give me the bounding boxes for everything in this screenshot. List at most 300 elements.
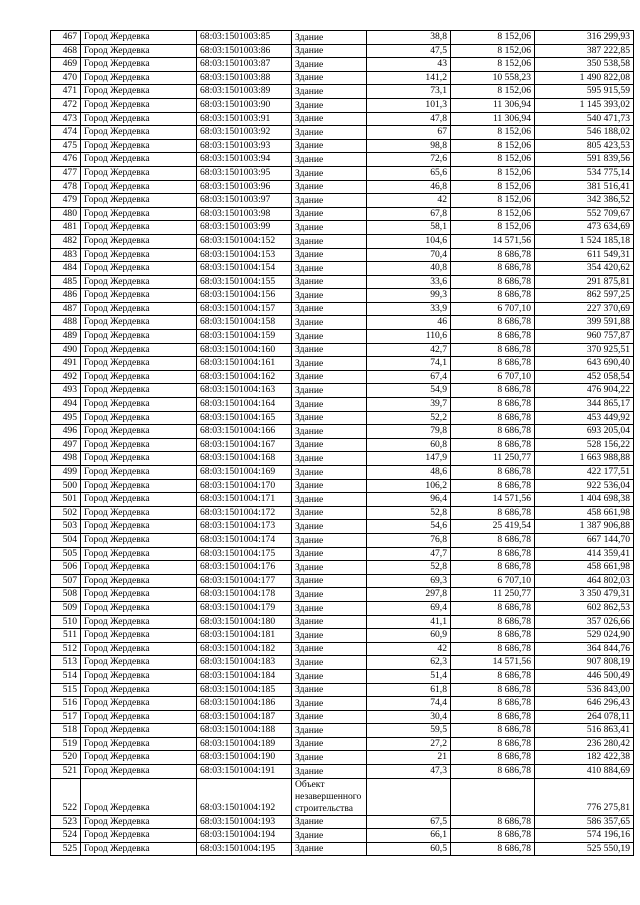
unit-value-cell: 8 152,06 [451,194,535,208]
row-number-cell: 513 [51,656,81,670]
row-number-cell: 476 [51,153,81,167]
table-row [51,710,634,724]
locality-cell: Город Жердевка [81,194,197,208]
unit-value-cell: 6 707,10 [451,370,535,384]
area-cell: 67 [367,126,451,140]
cadastral-number-cell: 68:03:1501003:92 [197,126,292,140]
cadastral-value-cell: 805 423,53 [535,139,634,153]
object-type-cell: Здание [292,343,367,357]
table-row [51,588,634,602]
unit-value-cell: 8 152,06 [451,139,535,153]
area-cell: 40,8 [367,262,451,276]
area-cell: 39,7 [367,398,451,412]
locality-cell: Город Жердевка [81,316,197,330]
unit-value-cell: 8 152,06 [451,166,535,180]
table-row [51,506,634,520]
object-type-cell: Здание [292,71,367,85]
locality-cell: Город Жердевка [81,85,197,99]
area-cell: 67,8 [367,207,451,221]
table-row [51,126,634,140]
locality-cell: Город Жердевка [81,425,197,439]
table-row [51,316,634,330]
object-type-cell: Здание [292,751,367,765]
object-type-cell: Здание [292,58,367,72]
row-number-cell: 511 [51,629,81,643]
row-number-cell: 493 [51,384,81,398]
cadastral-number-cell: 68:03:1501004:191 [197,765,292,779]
table-row [51,479,634,493]
unit-value-cell: 10 558,23 [451,71,535,85]
locality-cell: Город Жердевка [81,669,197,683]
unit-value-cell: 8 686,78 [451,357,535,371]
unit-value-cell: 8 686,78 [451,248,535,262]
locality-cell: Город Жердевка [81,697,197,711]
object-type-cell: Здание [292,710,367,724]
unit-value-cell: 8 686,78 [451,547,535,561]
table-row [51,452,634,466]
cadastral-number-cell: 68:03:1501004:160 [197,343,292,357]
locality-cell: Город Жердевка [81,112,197,126]
object-type-cell: Здание [292,629,367,643]
table-row [51,343,634,357]
row-number-cell: 467 [51,31,81,45]
table-row [51,683,634,697]
cadastral-number-cell: 68:03:1501004:185 [197,683,292,697]
area-cell: 98,8 [367,139,451,153]
unit-value-cell: 8 686,78 [451,262,535,276]
object-type-cell: Здание [292,316,367,330]
row-number-cell: 497 [51,438,81,452]
area-cell [367,778,451,815]
cadastral-value-cell: 667 144,70 [535,533,634,547]
cadastral-value-cell: 350 538,58 [535,58,634,72]
object-type-cell: Здание [292,724,367,738]
row-number-cell: 478 [51,180,81,194]
locality-cell: Город Жердевка [81,275,197,289]
locality-cell: Город Жердевка [81,343,197,357]
cadastral-number-cell: 68:03:1501003:86 [197,44,292,58]
object-type-cell: Здание [292,44,367,58]
row-number-cell: 517 [51,710,81,724]
row-number-cell: 477 [51,166,81,180]
table-row [51,112,634,126]
cadastral-value-cell: 516 863,41 [535,724,634,738]
cadastral-value-cell: 646 296,43 [535,697,634,711]
unit-value-cell: 8 686,78 [451,710,535,724]
cadastral-value-cell: 410 884,69 [535,765,634,779]
locality-cell: Город Жердевка [81,44,197,58]
cadastral-value-cell: 591 839,56 [535,153,634,167]
object-type-cell: Здание [292,533,367,547]
table-row [51,493,634,507]
cadastral-number-cell: 68:03:1501004:161 [197,357,292,371]
cadastral-number-cell: 68:03:1501004:173 [197,520,292,534]
unit-value-cell: 8 686,78 [451,629,535,643]
unit-value-cell [451,778,535,815]
row-number-cell: 500 [51,479,81,493]
area-cell: 48,6 [367,466,451,480]
row-number-cell: 468 [51,44,81,58]
object-type-cell: Здание [292,479,367,493]
cadastral-value-cell: 464 802,03 [535,574,634,588]
cadastral-value-cell: 316 299,93 [535,31,634,45]
table-row [51,425,634,439]
area-cell: 38,8 [367,31,451,45]
locality-cell: Город Жердевка [81,642,197,656]
locality-cell: Город Жердевка [81,370,197,384]
unit-value-cell: 8 686,78 [451,669,535,683]
unit-value-cell: 8 152,06 [451,153,535,167]
table-row [51,398,634,412]
object-type-cell: Здание [292,425,367,439]
row-number-cell: 507 [51,574,81,588]
row-number-cell: 498 [51,452,81,466]
row-number-cell: 525 [51,842,81,856]
cadastral-number-cell: 68:03:1501004:171 [197,493,292,507]
object-type-cell: Здание [292,330,367,344]
table-row [51,166,634,180]
area-cell: 69,4 [367,601,451,615]
area-cell: 73,1 [367,85,451,99]
area-cell: 54,9 [367,384,451,398]
cadastral-value-cell: 342 386,52 [535,194,634,208]
cadastral-number-cell: 68:03:1501004:158 [197,316,292,330]
object-type-cell: Здание [292,737,367,751]
table-row [51,438,634,452]
cadastral-value-cell: 552 709,67 [535,207,634,221]
locality-cell: Город Жердевка [81,180,197,194]
cadastral-value-cell: 1 663 988,88 [535,452,634,466]
area-cell: 69,3 [367,574,451,588]
row-number-cell: 480 [51,207,81,221]
property-table [50,30,634,856]
area-cell: 47,3 [367,765,451,779]
unit-value-cell: 8 686,78 [451,751,535,765]
cadastral-number-cell: 68:03:1501004:184 [197,669,292,683]
cadastral-value-cell: 473 634,69 [535,221,634,235]
unit-value-cell: 6 707,10 [451,574,535,588]
row-number-cell: 488 [51,316,81,330]
cadastral-value-cell: 476 904,22 [535,384,634,398]
table-row [51,71,634,85]
cadastral-value-cell: 574 196,16 [535,829,634,843]
cadastral-number-cell: 68:03:1501004:180 [197,615,292,629]
cadastral-value-cell: 1 404 698,38 [535,493,634,507]
table-row [51,778,634,815]
locality-cell: Город Жердевка [81,139,197,153]
cadastral-number-cell: 68:03:1501004:163 [197,384,292,398]
cadastral-value-cell: 291 875,81 [535,275,634,289]
locality-cell: Город Жердевка [81,248,197,262]
table-row [51,275,634,289]
row-number-cell: 473 [51,112,81,126]
cadastral-value-cell: 602 862,53 [535,601,634,615]
cadastral-number-cell: 68:03:1501004:182 [197,642,292,656]
unit-value-cell: 8 686,78 [451,425,535,439]
row-number-cell: 485 [51,275,81,289]
unit-value-cell: 8 686,78 [451,506,535,520]
row-number-cell: 496 [51,425,81,439]
table-row [51,751,634,765]
object-type-cell: Здание [292,384,367,398]
area-cell: 72,6 [367,153,451,167]
unit-value-cell: 8 686,78 [451,765,535,779]
row-number-cell: 470 [51,71,81,85]
locality-cell: Город Жердевка [81,533,197,547]
area-cell: 297,8 [367,588,451,602]
cadastral-number-cell: 68:03:1501004:157 [197,302,292,316]
table-row [51,194,634,208]
area-cell: 147,9 [367,452,451,466]
cadastral-number-cell: 68:03:1501004:181 [197,629,292,643]
table-row [51,724,634,738]
row-number-cell: 494 [51,398,81,412]
unit-value-cell: 8 152,06 [451,58,535,72]
cadastral-number-cell: 68:03:1501004:187 [197,710,292,724]
unit-value-cell: 8 686,78 [451,275,535,289]
object-type-cell: Здание [292,452,367,466]
locality-cell: Город Жердевка [81,778,197,815]
unit-value-cell: 8 686,78 [451,343,535,357]
locality-cell: Город Жердевка [81,520,197,534]
table-row [51,842,634,856]
table-row [51,547,634,561]
locality-cell: Город Жердевка [81,153,197,167]
row-number-cell: 484 [51,262,81,276]
cadastral-value-cell: 453 449,92 [535,411,634,425]
row-number-cell: 505 [51,547,81,561]
row-number-cell: 506 [51,561,81,575]
row-number-cell: 492 [51,370,81,384]
locality-cell: Город Жердевка [81,765,197,779]
cadastral-number-cell: 68:03:1501004:174 [197,533,292,547]
area-cell: 66,1 [367,829,451,843]
locality-cell: Город Жердевка [81,234,197,248]
table-row [51,629,634,643]
row-number-cell: 524 [51,829,81,843]
cadastral-value-cell: 227 370,69 [535,302,634,316]
unit-value-cell: 8 686,78 [451,642,535,656]
locality-cell: Город Жердевка [81,98,197,112]
row-number-cell: 515 [51,683,81,697]
cadastral-number-cell: 68:03:1501004:170 [197,479,292,493]
cadastral-value-cell: 1 387 906,88 [535,520,634,534]
object-type-cell: Здание [292,765,367,779]
unit-value-cell: 8 686,78 [451,398,535,412]
object-type-cell: Здание [292,697,367,711]
cadastral-number-cell: 68:03:1501004:178 [197,588,292,602]
object-type-cell: Здание [292,561,367,575]
row-number-cell: 491 [51,357,81,371]
row-number-cell: 486 [51,289,81,303]
locality-cell: Город Жердевка [81,815,197,829]
cadastral-number-cell: 68:03:1501003:90 [197,98,292,112]
cadastral-number-cell: 68:03:1501004:183 [197,656,292,670]
locality-cell: Город Жердевка [81,751,197,765]
object-type-cell: Здание [292,31,367,45]
area-cell: 52,8 [367,506,451,520]
cadastral-number-cell: 68:03:1501004:162 [197,370,292,384]
table-row [51,357,634,371]
table-row [51,669,634,683]
cadastral-number-cell: 68:03:1501004:164 [197,398,292,412]
cadastral-number-cell: 68:03:1501004:165 [197,411,292,425]
cadastral-number-cell: 68:03:1501003:94 [197,153,292,167]
object-type-cell: Здание [292,615,367,629]
area-cell: 99,3 [367,289,451,303]
cadastral-number-cell: 68:03:1501003:85 [197,31,292,45]
area-cell: 41,1 [367,615,451,629]
cadastral-number-cell: 68:03:1501004:159 [197,330,292,344]
row-number-cell: 471 [51,85,81,99]
area-cell: 76,8 [367,533,451,547]
unit-value-cell: 25 419,54 [451,520,535,534]
object-type-cell: Объект незавершенного строительства [292,778,367,815]
cadastral-number-cell: 68:03:1501004:152 [197,234,292,248]
cadastral-number-cell: 68:03:1501004:155 [197,275,292,289]
table-row [51,262,634,276]
area-cell: 47,7 [367,547,451,561]
table-row [51,58,634,72]
table-row [51,656,634,670]
table-row [51,31,634,45]
area-cell: 67,4 [367,370,451,384]
cadastral-value-cell: 1 145 393,02 [535,98,634,112]
cadastral-number-cell: 68:03:1501004:166 [197,425,292,439]
table-row [51,85,634,99]
object-type-cell: Здание [292,194,367,208]
row-number-cell: 474 [51,126,81,140]
locality-cell: Город Жердевка [81,842,197,856]
cadastral-value-cell: 546 188,02 [535,126,634,140]
table-row [51,574,634,588]
cadastral-number-cell: 68:03:1501003:96 [197,180,292,194]
unit-value-cell: 8 686,78 [451,316,535,330]
locality-cell: Город Жердевка [81,615,197,629]
area-cell: 67,5 [367,815,451,829]
area-cell: 52,2 [367,411,451,425]
table-body [51,31,634,856]
locality-cell: Город Жердевка [81,574,197,588]
cadastral-number-cell: 68:03:1501003:99 [197,221,292,235]
row-number-cell: 499 [51,466,81,480]
unit-value-cell: 14 571,56 [451,493,535,507]
locality-cell: Город Жердевка [81,262,197,276]
object-type-cell: Здание [292,466,367,480]
object-type-cell: Здание [292,112,367,126]
row-number-cell: 520 [51,751,81,765]
area-cell: 61,8 [367,683,451,697]
unit-value-cell: 8 686,78 [451,842,535,856]
area-cell: 54,6 [367,520,451,534]
cadastral-value-cell: 586 357,65 [535,815,634,829]
locality-cell: Город Жердевка [81,207,197,221]
table-row [51,642,634,656]
table-row [51,765,634,779]
unit-value-cell: 8 686,78 [451,289,535,303]
locality-cell: Город Жердевка [81,58,197,72]
locality-cell: Город Жердевка [81,710,197,724]
object-type-cell: Здание [292,289,367,303]
object-type-cell: Здание [292,493,367,507]
locality-cell: Город Жердевка [81,126,197,140]
row-number-cell: 521 [51,765,81,779]
cadastral-value-cell: 414 359,41 [535,547,634,561]
cadastral-number-cell: 68:03:1501004:156 [197,289,292,303]
area-cell: 59,5 [367,724,451,738]
object-type-cell: Здание [292,98,367,112]
unit-value-cell: 8 152,06 [451,207,535,221]
locality-cell: Город Жердевка [81,561,197,575]
locality-cell: Город Жердевка [81,411,197,425]
object-type-cell: Здание [292,248,367,262]
cadastral-value-cell: 536 843,00 [535,683,634,697]
row-number-cell: 479 [51,194,81,208]
row-number-cell: 522 [51,778,81,815]
cadastral-value-cell: 534 775,14 [535,166,634,180]
area-cell: 62,3 [367,656,451,670]
cadastral-number-cell: 68:03:1501003:97 [197,194,292,208]
table-row [51,207,634,221]
table-row [51,139,634,153]
cadastral-value-cell: 3 350 479,31 [535,588,634,602]
area-cell: 70,4 [367,248,451,262]
cadastral-value-cell: 344 865,17 [535,398,634,412]
cadastral-value-cell: 264 078,11 [535,710,634,724]
locality-cell: Город Жердевка [81,479,197,493]
cadastral-value-cell: 922 536,04 [535,479,634,493]
area-cell: 27,2 [367,737,451,751]
cadastral-number-cell: 68:03:1501004:186 [197,697,292,711]
unit-value-cell: 11 306,94 [451,112,535,126]
table-row [51,289,634,303]
row-number-cell: 481 [51,221,81,235]
area-cell: 21 [367,751,451,765]
unit-value-cell: 8 686,78 [451,683,535,697]
cadastral-value-cell: 387 222,85 [535,44,634,58]
object-type-cell: Здание [292,126,367,140]
table-row [51,829,634,843]
locality-cell: Город Жердевка [81,452,197,466]
locality-cell: Город Жердевка [81,398,197,412]
table-row [51,221,634,235]
table-row [51,561,634,575]
area-cell: 141,2 [367,71,451,85]
area-cell: 46 [367,316,451,330]
object-type-cell: Здание [292,411,367,425]
locality-cell: Город Жердевка [81,829,197,843]
unit-value-cell: 8 686,78 [451,438,535,452]
row-number-cell: 482 [51,234,81,248]
area-cell: 60,8 [367,438,451,452]
area-cell: 33,9 [367,302,451,316]
cadastral-number-cell: 68:03:1501003:93 [197,139,292,153]
cadastral-value-cell: 399 591,88 [535,316,634,330]
cadastral-number-cell: 68:03:1501004:177 [197,574,292,588]
cadastral-number-cell: 68:03:1501004:172 [197,506,292,520]
unit-value-cell: 8 686,78 [451,384,535,398]
locality-cell: Город Жердевка [81,737,197,751]
locality-cell: Город Жердевка [81,601,197,615]
locality-cell: Город Жердевка [81,330,197,344]
unit-value-cell: 11 250,77 [451,588,535,602]
object-type-cell: Здание [292,438,367,452]
table-row [51,330,634,344]
object-type-cell: Здание [292,221,367,235]
unit-value-cell: 8 686,78 [451,615,535,629]
object-type-cell: Здание [292,153,367,167]
cadastral-number-cell: 68:03:1501004:168 [197,452,292,466]
